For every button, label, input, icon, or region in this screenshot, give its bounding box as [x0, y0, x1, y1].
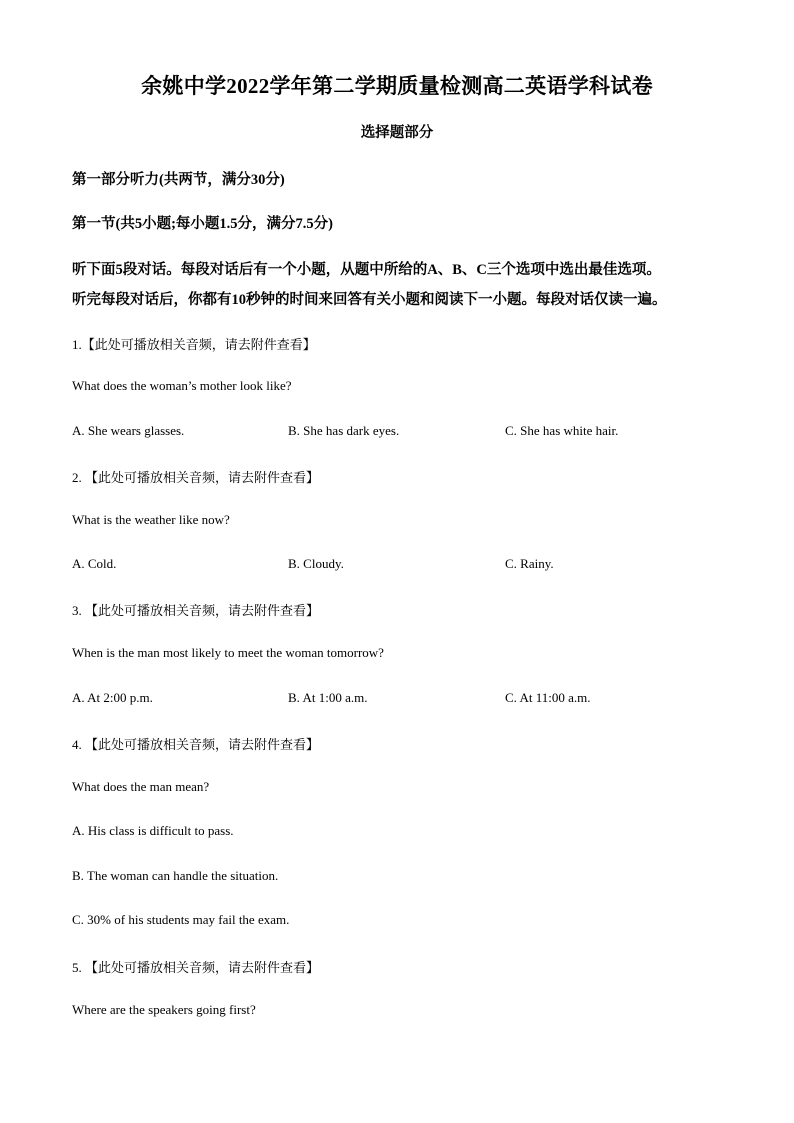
- question-4-label: 4. 【此处可播放相关音频，请去附件查看】: [72, 737, 320, 752]
- question-1-option-c: C. She has white hair.: [505, 423, 619, 438]
- question-3-label: 3. 【此处可播放相关音频，请去附件查看】: [72, 603, 320, 618]
- question-2-option-a: A. Cold.: [72, 556, 117, 571]
- question-2-stem: What is the weather like now?: [72, 512, 230, 527]
- question-1-option-b: B. She has dark eyes.: [288, 423, 400, 438]
- question-3-option-b: B. At 1:00 a.m.: [288, 690, 368, 705]
- question-2-option-c: C. Rainy.: [505, 556, 554, 571]
- question-1-stem: What does the woman’s mother look like?: [72, 378, 292, 393]
- question-3-option-a: A. At 2:00 p.m.: [72, 690, 153, 705]
- instructions-line-2: 听完每段对话后，你都有10秒钟的时间来回答有关小题和阅读下一小题。每段对话仅读一遍。: [72, 292, 667, 308]
- question-1-option-a: A. She wears glasses.: [72, 423, 185, 438]
- section-heading: 第一节(共5小题;每小题1.5分，满分7.5分): [72, 216, 333, 232]
- part-heading: 第一部分听力(共两节，满分30分): [72, 172, 285, 188]
- question-3-stem: When is the man most likely to meet the woman tomorrow?: [72, 645, 384, 660]
- question-4-option-a: A. His class is difficult to pass.: [72, 823, 234, 838]
- page-title: 余姚中学2022学年第二学期质量检测高二英语学科试卷: [141, 74, 653, 98]
- question-3-option-c: C. At 11:00 a.m.: [505, 690, 591, 705]
- question-2-option-b: B. Cloudy.: [288, 556, 344, 571]
- question-4-stem: What does the man mean?: [72, 779, 210, 794]
- question-4-option-b: B. The woman can handle the situation.: [72, 868, 279, 883]
- section-subtitle: 选择题部分: [360, 125, 434, 141]
- question-2-label: 2. 【此处可播放相关音频，请去附件查看】: [72, 470, 320, 485]
- question-5-stem: Where are the speakers going first?: [72, 1002, 256, 1017]
- question-4-option-c: C. 30% of his students may fail the exam.: [72, 912, 290, 927]
- question-1-label: 1.【此处可播放相关音频，请去附件查看】: [72, 337, 316, 352]
- instructions-line-1: 听下面5段对话。每段对话后有一个小题，从题中所给的A、B、C三个选项中选出最佳选项。: [72, 262, 661, 278]
- question-5-label: 5. 【此处可播放相关音频，请去附件查看】: [72, 960, 320, 975]
